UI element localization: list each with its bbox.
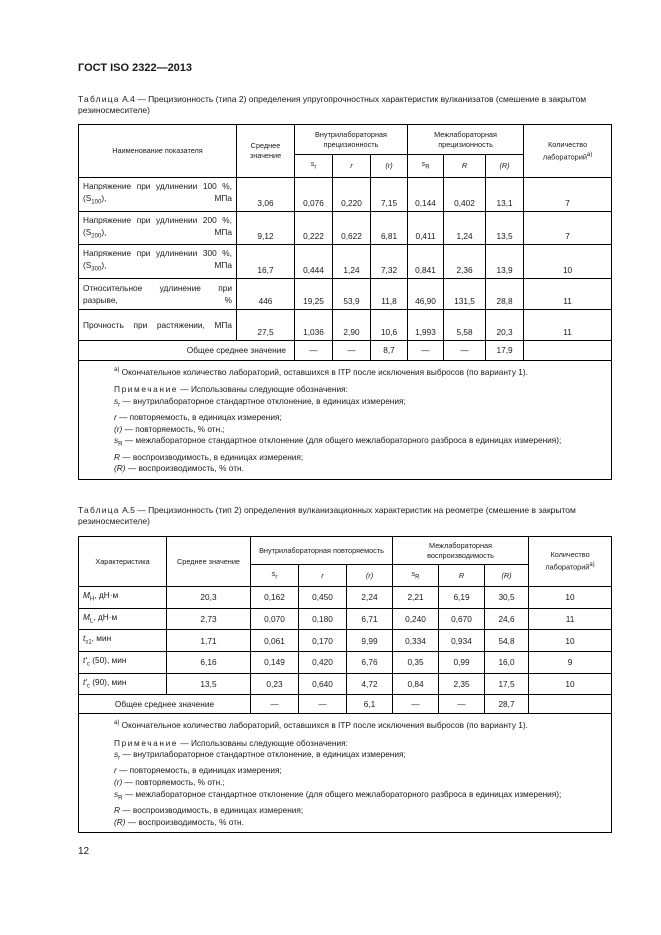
summary-labs [524, 340, 612, 360]
cell-rp: 6,81 [371, 211, 408, 245]
col-header-intra: Внутрилабораторная прецизионность [295, 125, 408, 155]
summary-row [79, 340, 612, 360]
cell-sr: 0,070 [251, 608, 299, 630]
note-item [84, 789, 606, 805]
cell-rp: 7,15 [371, 178, 408, 212]
row-name [79, 211, 237, 245]
caption-label: Таблица [78, 505, 120, 515]
row-name-symbol: M [83, 590, 90, 600]
cell-sR: 0,35 [393, 651, 439, 673]
col-header-name: Характеристика [79, 537, 167, 587]
col-header-name: Наименование показателя [79, 125, 237, 178]
footnote [84, 365, 606, 378]
row-name-symbol: t' [83, 654, 87, 665]
note-item [84, 396, 606, 412]
header-row [79, 537, 612, 565]
labs-footnote-mark: а) [586, 151, 593, 158]
col-header-sr-symbol: s [310, 159, 315, 169]
cell-sr: 0,149 [251, 651, 299, 673]
col-header-r [299, 565, 347, 587]
note-item [84, 805, 606, 817]
note-heading [84, 738, 606, 750]
summary-Rp: 28,7 [485, 695, 529, 714]
cell-sr: 0,222 [295, 211, 333, 245]
cell-R: 0,99 [439, 651, 485, 673]
col-header-labs [529, 537, 612, 587]
col-header-r-percent [371, 155, 408, 178]
cell-rp: 10,6 [371, 309, 408, 340]
cell-rp: 2,24 [347, 587, 393, 609]
row-name-subscript: 200 [91, 233, 102, 240]
col-header-r-symbol: r [350, 161, 353, 170]
note-heading [84, 384, 606, 396]
cell-labs: 10 [524, 245, 612, 279]
note-intro: — Использованы следующие обозначения: [178, 737, 348, 748]
note-text: — межлабораторное стандартное отклонение (для общего межлабораторного разброса в единицах измерения); [122, 788, 562, 799]
table-a5 [78, 536, 612, 833]
table-a4-caption [78, 94, 612, 116]
row-name-suffix: , дН·м [93, 611, 118, 622]
cell-r: 0,420 [299, 651, 347, 673]
row-name-suffix: , дН·м [94, 590, 119, 600]
row-name-text: Напряжение при удлинении 100 %, (S [83, 181, 232, 203]
row-name-suffix: ), МПа [101, 193, 232, 203]
note-item [84, 765, 606, 777]
note-item [84, 424, 606, 436]
cell-rp: 6,76 [347, 651, 393, 673]
footnote-text: Окончательное количество лабораторий, оставшихся в ITP после исключения выбросов (по варианту 1). [119, 720, 528, 731]
row-name [79, 587, 167, 609]
cell-sr: 1,036 [295, 309, 333, 340]
cell-r: 0,220 [333, 178, 371, 212]
col-header-R-percent [485, 565, 529, 587]
note-title: Примечание [114, 737, 179, 748]
row-name-subscript: c [86, 683, 90, 690]
note-symbol: (R) [114, 463, 126, 474]
cell-sr: 0,444 [295, 245, 333, 279]
cell-labs: 11 [524, 309, 612, 340]
note-symbol: s [114, 749, 119, 760]
note-item [84, 777, 606, 789]
col-header-sr-subscript: r [275, 574, 278, 581]
cell-sr: 0,162 [251, 587, 299, 609]
col-header-mean: Среднее значение [237, 125, 295, 178]
col-header-R-symbol: R [458, 570, 465, 580]
row-name-symbol: t' [83, 676, 87, 687]
cell-mean: 446 [237, 278, 295, 309]
note-symbol: (r) [114, 777, 123, 788]
col-header-sr-subscript: r [314, 164, 317, 171]
cell-sR: 0,144 [408, 178, 444, 212]
caption-text: А.5 — Прецизионность (тип 2) определения вулканизационных характеристик на реометре (смешение в закрытом резиносмесителе) [78, 505, 576, 526]
col-header-r-percent-symbol: (r) [385, 161, 393, 170]
table-row [79, 278, 612, 309]
note-item [84, 817, 606, 829]
row-name-subscript: L [89, 618, 94, 625]
cell-r: 0,622 [333, 211, 371, 245]
table-row [79, 309, 612, 340]
row-name [79, 673, 167, 695]
cell-sR: 46,90 [408, 278, 444, 309]
cell-rp: 4,72 [347, 673, 393, 695]
labs-label: Количество лабораторий [545, 550, 590, 572]
cell-rp: 7,32 [371, 245, 408, 279]
page-number: 12 [78, 846, 90, 857]
cell-mean: 16,7 [237, 245, 295, 279]
cell-labs: 7 [524, 211, 612, 245]
cell-labs: 10 [529, 673, 612, 695]
note-text: — межлабораторное стандартное отклонение (для общего межлабораторного разброса в единицах измерения); [122, 435, 562, 446]
labs-footnote-mark: а) [589, 562, 595, 569]
cell-Rp: 24,6 [485, 608, 529, 630]
row-name-text: Напряжение при удлинении 200 %, (S [83, 214, 232, 237]
cell-R: 0,670 [439, 608, 485, 630]
cell-Rp: 13,9 [486, 245, 524, 279]
cell-labs: 7 [524, 178, 612, 212]
table-row [79, 630, 612, 652]
row-name [79, 178, 237, 212]
table-a5-caption [78, 505, 612, 527]
cell-mean: 2,73 [167, 608, 251, 630]
row-name-subscript: 100 [91, 199, 102, 206]
cell-mean: 13,5 [167, 673, 251, 695]
cell-mean: 27,5 [237, 309, 295, 340]
col-header-R-percent-symbol: (R) [501, 570, 512, 580]
cell-Rp: 17,5 [485, 673, 529, 695]
col-header-R-percent-symbol: (R) [499, 161, 510, 170]
cell-sr: 0,076 [295, 178, 333, 212]
notes-row [79, 360, 612, 479]
note-symbol: R [114, 451, 120, 462]
cell-r: 1,24 [333, 245, 371, 279]
note-text: — воспроизводимость, в единицах измерения; [120, 451, 304, 462]
row-name [79, 309, 237, 340]
note-symbol-subscript: r [118, 402, 121, 409]
cell-mean: 3,06 [237, 178, 295, 212]
cell-sR: 0,84 [393, 673, 439, 695]
note-text: — воспроизводимость, % отн. [125, 816, 244, 827]
col-header-sR-symbol: s [421, 159, 426, 169]
row-name-symbol: M [83, 611, 90, 622]
note-item [84, 749, 606, 765]
summary-label: Общее среднее значение [79, 695, 251, 714]
col-header-R-symbol: R [461, 161, 468, 170]
row-name-suffix: ), МПа [101, 260, 232, 271]
row-name [79, 608, 167, 630]
table-row [79, 211, 612, 245]
row-name-text: Относительное удлинение при разрыве, % [83, 282, 232, 305]
col-header-r-symbol: r [321, 570, 324, 580]
cell-sR: 0,411 [408, 211, 444, 245]
col-header-sR-subscript: R [425, 164, 430, 171]
cell-sR: 2,21 [393, 587, 439, 609]
note-symbol: s [114, 435, 119, 446]
row-name-suffix: (50), мин [89, 654, 127, 665]
cell-rp: 6,71 [347, 608, 393, 630]
summary-r: — [333, 340, 371, 360]
cell-R: 6,19 [439, 587, 485, 609]
cell-R: 2,36 [444, 245, 486, 279]
cell-Rp: 28,8 [486, 278, 524, 309]
labs-label: Количество лабораторий [542, 139, 588, 162]
cell-R: 0,934 [439, 630, 485, 652]
cell-sR: 1,993 [408, 309, 444, 340]
cell-mean: 6,16 [167, 651, 251, 673]
footnote-mark: а) [114, 366, 120, 373]
row-name-subscript: c [86, 661, 90, 668]
col-header-R-percent [486, 155, 524, 178]
table-row [79, 245, 612, 279]
note-text: — внутрилабораторное стандартное отклонение, в единицах измерения; [120, 395, 406, 406]
document-header: ГОСТ ISO 2322—2013 [78, 62, 193, 74]
note-symbol: (R) [114, 816, 126, 827]
row-name [79, 278, 237, 309]
col-header-inter: Межлабораторная воспроизводимость [393, 537, 529, 565]
cell-R: 131,5 [444, 278, 486, 309]
note-title: Примечание [114, 384, 179, 395]
cell-labs: 11 [529, 608, 612, 630]
row-name-subscript: s1 [85, 639, 92, 646]
row-name-suffix: ), МПа [101, 226, 232, 237]
note-symbol-subscript: R [118, 442, 123, 449]
row-name-subscript: H [89, 596, 95, 603]
cell-R: 2,35 [439, 673, 485, 695]
cell-rp: 9,99 [347, 630, 393, 652]
note-text: — повторяемость, % отн.; [122, 777, 225, 788]
cell-sr: 0,061 [251, 630, 299, 652]
cell-labs: 11 [524, 278, 612, 309]
note-item [84, 412, 606, 424]
row-name-symbol: t [83, 633, 86, 644]
cell-mean: 9,12 [237, 211, 295, 245]
cell-R: 5,58 [444, 309, 486, 340]
cell-R: 0,402 [444, 178, 486, 212]
note-symbol: R [114, 804, 120, 815]
col-header-sR-subscript: R [415, 574, 420, 581]
summary-r: — [299, 695, 347, 714]
table-row [79, 608, 612, 630]
row-name-subscript: 300 [91, 266, 102, 273]
summary-sR: — [393, 695, 439, 714]
col-header-R [444, 155, 486, 178]
notes-cell [79, 360, 612, 479]
cell-mean: 1,71 [167, 630, 251, 652]
cell-r: 0,640 [299, 673, 347, 695]
note-symbol: s [114, 788, 119, 799]
table-row [79, 178, 612, 212]
summary-sR: — [408, 340, 444, 360]
summary-labs [529, 695, 612, 714]
table-row [79, 673, 612, 695]
summary-rp: 8,7 [371, 340, 408, 360]
cell-labs: 10 [529, 587, 612, 609]
row-name-text: Напряжение при удлинении 300 %, (S [83, 248, 232, 271]
note-symbol: s [114, 395, 119, 406]
note-symbol-subscript: r [118, 755, 121, 762]
col-header-r-percent [347, 565, 393, 587]
col-header-labs [524, 125, 612, 178]
cell-labs: 9 [529, 651, 612, 673]
col-header-sr-symbol: s [271, 568, 276, 578]
notes-row [79, 714, 612, 833]
note-text: — внутрилабораторное стандартное отклонение, в единицах измерения; [120, 749, 406, 760]
col-header-intra: Внутрилабораторная повторяемость [251, 537, 393, 565]
note-text: — повторяемость, в единицах измерения; [116, 765, 282, 776]
cell-sr: 0,23 [251, 673, 299, 695]
col-header-inter: Межлабораторная прецизионность [408, 125, 524, 155]
cell-r: 0,450 [299, 587, 347, 609]
note-item [84, 452, 606, 464]
cell-R: 1,24 [444, 211, 486, 245]
summary-sr: — [251, 695, 299, 714]
row-name [79, 245, 237, 279]
summary-sr: — [295, 340, 333, 360]
summary-label: Общее среднее значение [79, 340, 295, 360]
note-item [84, 435, 606, 451]
summary-rp: 6,1 [347, 695, 393, 714]
cell-rp: 11,8 [371, 278, 408, 309]
cell-sR: 0,240 [393, 608, 439, 630]
cell-Rp: 30,5 [485, 587, 529, 609]
col-header-sr [251, 565, 299, 587]
cell-mean: 20,3 [167, 587, 251, 609]
footnote [84, 718, 606, 731]
col-header-sR [408, 155, 444, 178]
col-header-mean: Среднее значение [167, 537, 251, 587]
note-symbol: r [114, 412, 117, 423]
cell-sr: 19,25 [295, 278, 333, 309]
row-name [79, 630, 167, 652]
cell-sR: 0,334 [393, 630, 439, 652]
table-row [79, 587, 612, 609]
cell-r: 2,90 [333, 309, 371, 340]
cell-Rp: 13,1 [486, 178, 524, 212]
cell-r: 0,180 [299, 608, 347, 630]
row-name-suffix: (90), мин [89, 676, 127, 687]
summary-R: — [439, 695, 485, 714]
summary-row [79, 695, 612, 714]
col-header-R [439, 565, 485, 587]
col-header-r-percent-symbol: (r) [365, 570, 374, 580]
footnote-mark: а) [114, 720, 120, 727]
summary-R: — [444, 340, 486, 360]
cell-Rp: 54,8 [485, 630, 529, 652]
note-intro: — Использованы следующие обозначения: [178, 384, 348, 395]
caption-label: Таблица [78, 94, 120, 104]
note-text: — воспроизводимость, % отн. [125, 463, 244, 474]
row-name-text: Прочность при растяжении, МПа [83, 319, 232, 330]
col-header-r [333, 155, 371, 178]
col-header-sR-symbol: s [411, 568, 416, 578]
row-name-suffix: , мин [91, 633, 112, 644]
note-text: — повторяемость, % отн.; [122, 423, 225, 434]
header-row [79, 125, 612, 155]
cell-r: 53,9 [333, 278, 371, 309]
cell-Rp: 16,0 [485, 651, 529, 673]
notes-cell [79, 714, 612, 833]
caption-text: А.4 — Прецизионность (типа 2) определения упругопрочностных характеристик вулканизатов (смешение в закрытом резиносмесителе) [78, 94, 587, 115]
cell-Rp: 20,3 [486, 309, 524, 340]
footnote-text: Окончательное количество лабораторий, оставшихся в ITP после исключения выбросов (по варианту 1). [119, 366, 528, 377]
table-a4 [78, 124, 612, 480]
row-name [79, 651, 167, 673]
note-symbol: (r) [114, 423, 123, 434]
table-row [79, 651, 612, 673]
cell-labs: 10 [529, 630, 612, 652]
col-header-sR [393, 565, 439, 587]
summary-Rp: 17,9 [486, 340, 524, 360]
cell-r: 0,170 [299, 630, 347, 652]
note-symbol-subscript: R [118, 795, 123, 802]
cell-sR: 0,841 [408, 245, 444, 279]
note-text: — воспроизводимость, в единицах измерения; [120, 804, 304, 815]
note-text: — повторяемость, в единицах измерения; [116, 412, 282, 423]
col-header-sr [295, 155, 333, 178]
note-symbol: r [114, 765, 117, 776]
cell-Rp: 13,5 [486, 211, 524, 245]
note-item [84, 463, 606, 475]
